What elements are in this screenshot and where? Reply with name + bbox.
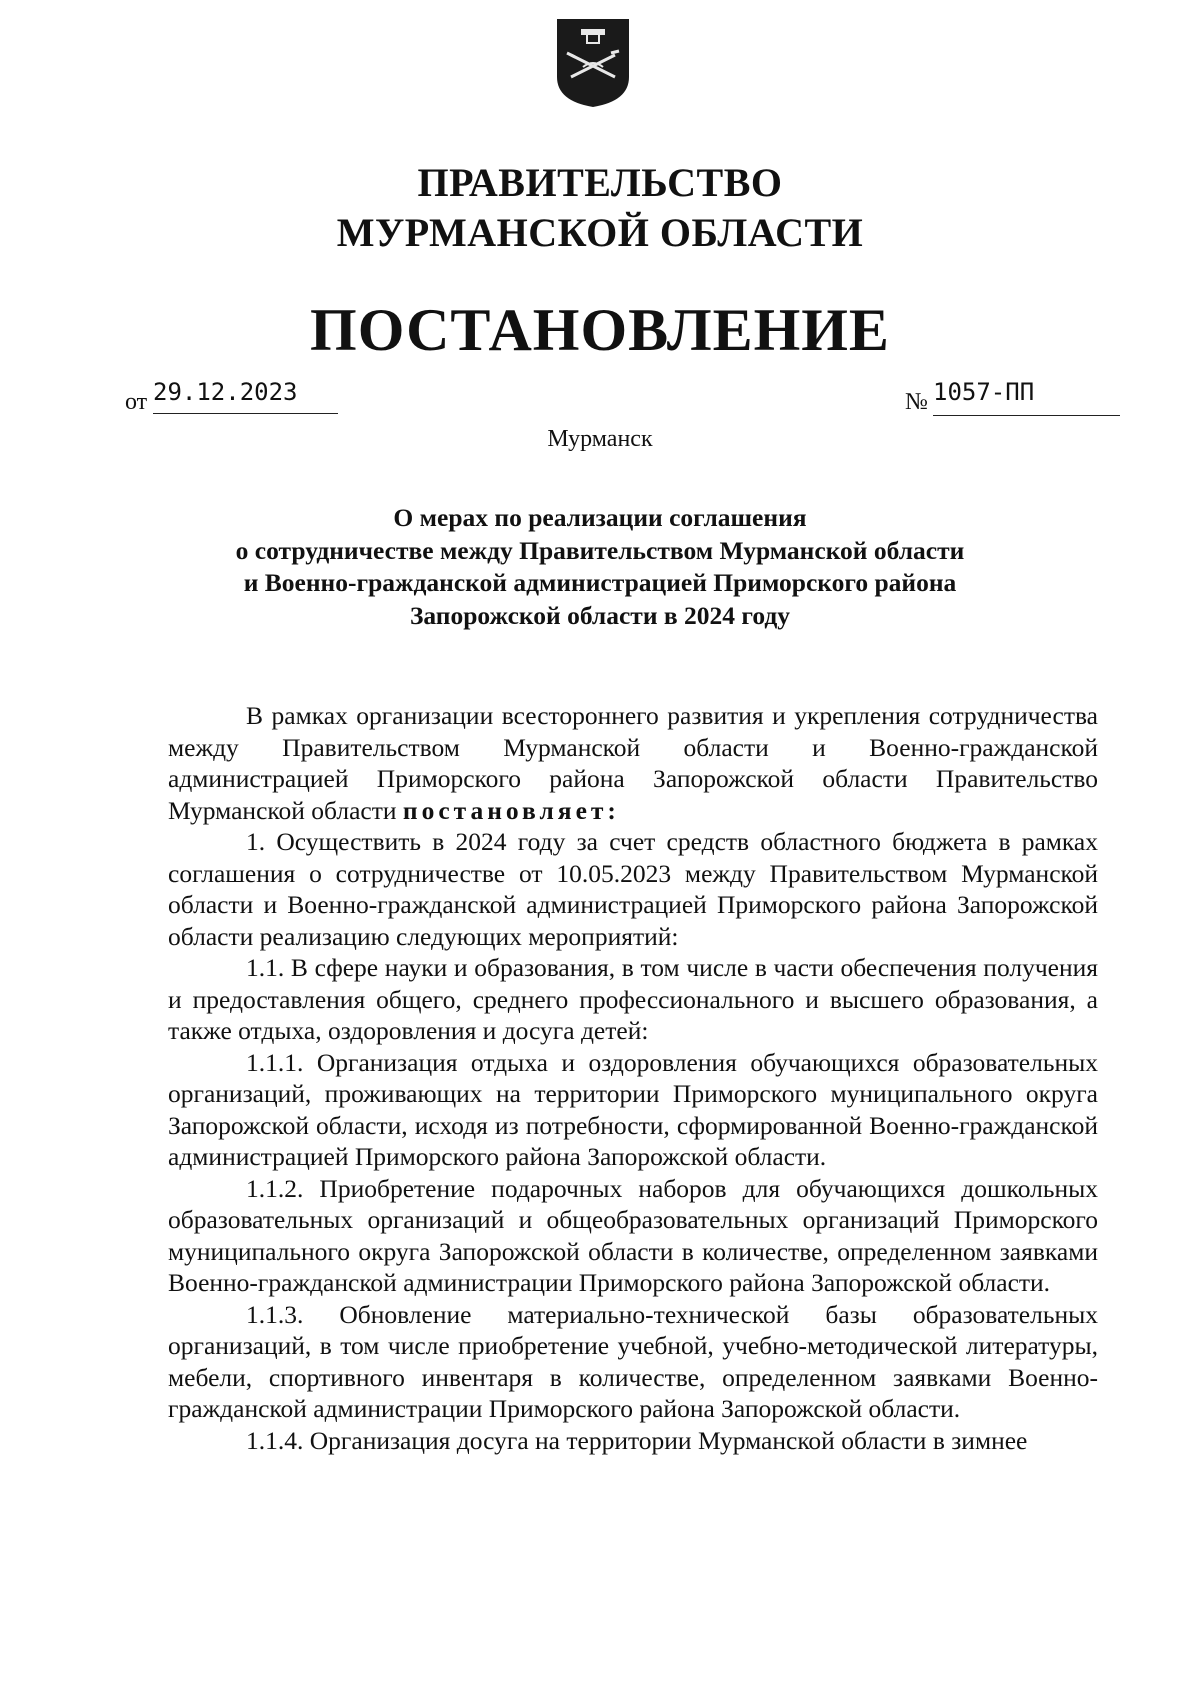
government-name-line1: ПРАВИТЕЛЬСТВО bbox=[417, 160, 783, 205]
paragraph-1-1-4: 1.1.4. Организация досуга на территории Мурманской области в зимнее bbox=[246, 1425, 1028, 1455]
paragraph-1-1-3: 1.1.3. Обновление материально-технической базы образовательных организаций, в том числе приобретение учебной, учебно-методической литературы, мебели, спортивного инвентаря в количестве, определенном заявками Военно-гражданской администрации Приморского района Запорожской области. bbox=[168, 1299, 1098, 1423]
title-line: о сотрудничестве между Правительством Мурманской области bbox=[235, 535, 965, 565]
document-number: 1057-ПП bbox=[933, 375, 1120, 416]
decree-word: постановляет: bbox=[402, 795, 620, 825]
city-name: Мурманск bbox=[547, 426, 653, 452]
document-title bbox=[0, 502, 1200, 632]
title-line: Запорожской области в 2024 году bbox=[409, 600, 791, 630]
title-line: О мерах по реализации соглашения bbox=[393, 503, 807, 532]
intro-paragraph bbox=[168, 700, 1098, 826]
title-line: и Военно-гражданской администрацией Приморского района bbox=[243, 568, 957, 597]
coat-of-arms-icon bbox=[553, 15, 633, 110]
document-type-heading: ПОСТАНОВЛЕНИЕ bbox=[310, 297, 890, 363]
paragraph-1-1: 1.1. В сфере науки и образования, в том числе в части обеспечения получения и предоставления общего, среднего профессионального и высшего образования, а также отдыха, оздоровления и досуга детей: bbox=[168, 953, 1098, 1045]
document-body bbox=[168, 700, 1098, 1456]
paragraph-1: 1. Осуществить в 2024 году за счет средств областного бюджета в рамках соглашения о сотрудничестве от 10.05.2023 между Правительством Мурманской области и Военно-гражданской администрацией Приморского района Запорожской области реализацию следующих мероприятий: bbox=[168, 827, 1098, 951]
document-date: 29.12.2023 bbox=[153, 375, 338, 414]
paragraph-1-1-2: 1.1.2. Приобретение подарочных наборов для обучающихся дошкольных образовательных организаций и общеобразовательных организаций Приморского муниципального округа Запорожской области в количестве, определенном заявками Военно-гражданской администрации Приморского района Запорожской области. bbox=[168, 1173, 1098, 1297]
number-prefix: № bbox=[905, 389, 928, 415]
date-prefix: от bbox=[125, 389, 148, 415]
government-name-line2: МУРМАНСКОЙ ОБЛАСТИ bbox=[336, 210, 864, 255]
paragraph-1-1-1: 1.1.1. Организация отдыха и оздоровления обучающихся образовательных организаций, проживающих на территории Приморского муниципального округа Запорожской области, исходя из потребности, сформированной Военно-гражданской администрацией Приморского района Запорожской области. bbox=[168, 1047, 1098, 1171]
intro-text: В рамках организации всестороннего развития и укрепления сотрудничества между Правительством Мурманской области и Военно-гражданской администрацией Приморского района Запорожской области Правительство Мурманской области bbox=[168, 701, 1098, 825]
date-number-row bbox=[0, 375, 1200, 425]
